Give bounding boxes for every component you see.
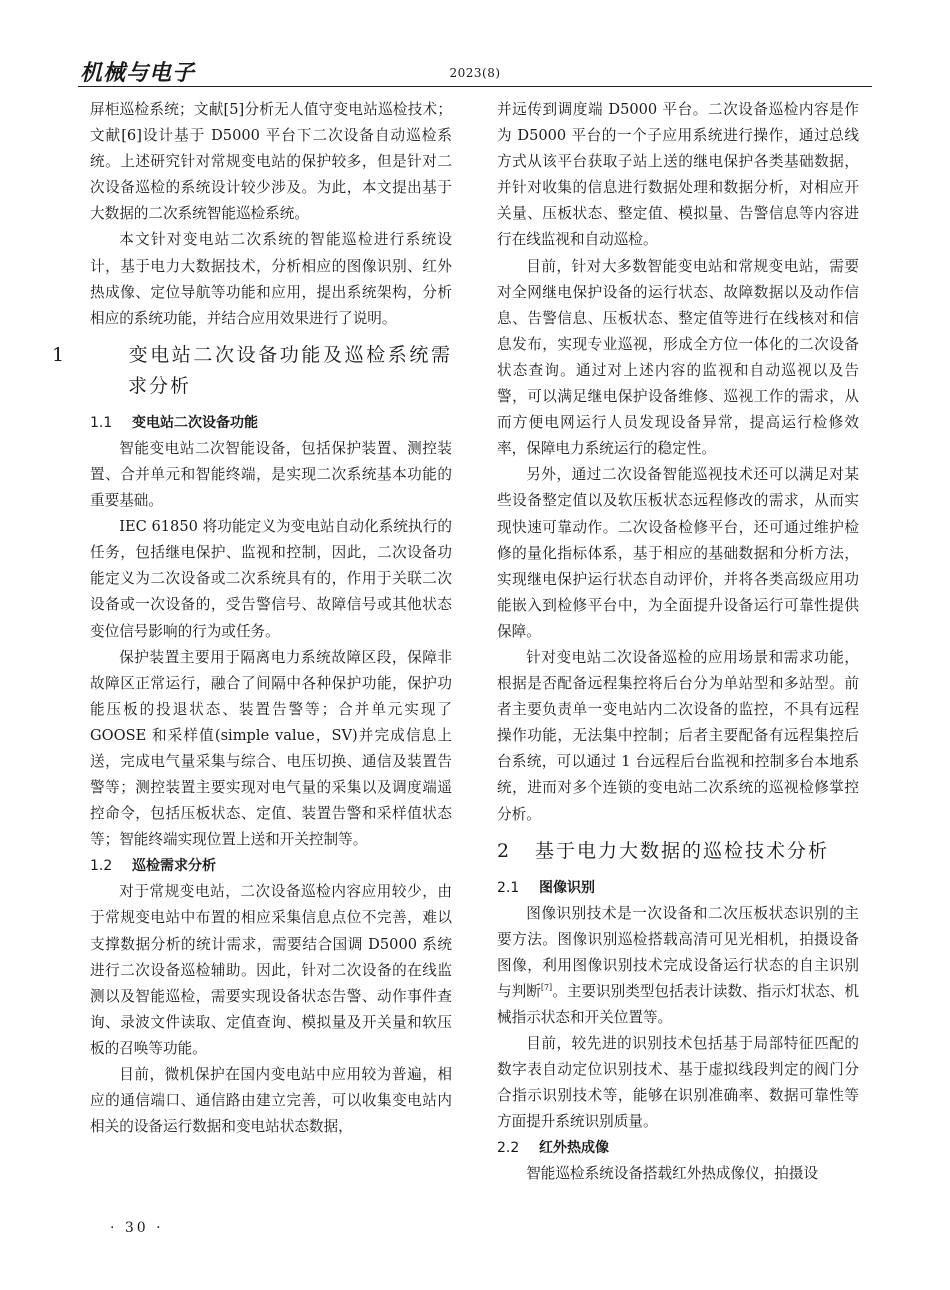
section-title: 基于电力大数据的巡检技术分析: [535, 839, 830, 862]
page-number: · 30 ·: [110, 1220, 164, 1236]
subsection-title: 巡检需求分析: [132, 858, 216, 875]
subsection-number: 1.1: [90, 414, 113, 431]
paragraph: 另外，通过二次设备智能巡视技术还可以满足对某些设备整定值以及软压板状态远程修改的需求，从而实现快速可靠动作。二次设备检修平台，还可通过维护检修的量化指标体系，基于相应的基础数据和分析方法，实现继电保护运行状态自动评价，并将各类高级应用功能嵌入到检修平台中，为全面提升设备运行可靠性提供保障。: [497, 466, 859, 640]
paragraph: 智能巡检系统设备搭载红外热成像仪，拍摄设: [526, 1165, 819, 1183]
paragraph: 本文针对变电站二次系统的智能巡检进行系统设计，基于电力大数据技术，分析相应的图像识别、红外热成像、定位导航等功能和应用，提出系统架构，分析相应的系统功能，并结合应用效果进行了说明。: [90, 231, 452, 327]
section-title: 变电站二次设备功能及巡检系统需求分析: [128, 343, 452, 397]
section-heading-1: [52, 340, 452, 402]
subsection-number: 2.1: [497, 879, 520, 896]
paragraph: 屏柜巡检系统；文献[5]分析无人值守变电站巡检技术；文献[6]设计基于 D5000 平台下二次设备自动巡检系统。上述研究针对常规变电站的保护较多，但是针对二次设备巡检的系统设计较少涉及。为此，本文提出基于大数据的二次系统智能巡检系统。: [90, 101, 452, 223]
paragraph: 对于常规变电站，二次设备巡检内容应用较少，由于常规变电站中布置的相应采集信息点位不完善，难以支撑数据分析的统计需求，需要结合国调 D5000 系统进行二次设备巡检辅助。因此，针对二次设备的在线监测以及智能巡检，需要实现设备状态告警、动作事件查询、录波文件读取、定值查询、模拟量及开关量和软压板的召唤等功能。: [90, 883, 452, 1057]
paragraph: 目前，较先进的识别技术包括基于局部特征匹配的数字表自动定位识别技术、基于虚拟线段判定的阀门分合指示识别技术等，能够在识别准确率、数据可靠性等方面提升系统识别质量。: [497, 1035, 859, 1131]
section-heading-2: [497, 836, 859, 867]
paragraph-text: 。主要识别类型包括表计读数、指示灯状态、机械指示状态和开关位置等。: [497, 982, 859, 1026]
citation-reference[interactable]: [7]: [540, 982, 553, 992]
paragraph: 针对变电站二次设备巡检的应用场景和需求功能，根据是否配备远程集控将后台分为单站型和多站型。前者主要负责单一变电站内二次设备的监控，不具有远程操作功能，无法集中控制；后者主要配备有远程集控后台系统，可以通过 1 台远程后台监视和控制多台本地系统，进而对多个连锁的变电站二次系统的巡视检修掌控分析。: [497, 648, 859, 823]
paragraph-text: 图像识别技术是一次设备和二次压板状态识别的主要方法。图像识别巡检搭载高清可见光相机，拍摄设备图像，利用图像识别技术完成设备运行状态的自主识别与判断: [497, 904, 859, 1000]
subsection-heading-1-2: [90, 853, 452, 879]
journal-logo: 机械与电子: [80, 60, 196, 86]
subsection-heading-1-1: [90, 410, 452, 436]
paragraph: 目前，针对大多数智能变电站和常规变电站，需要对全网继电保护设备的运行状态、故障数据以及动作信息、告警信息、压板状态、整定值等进行在线核对和信息发布，实现专业巡视，形成全方位一体化的二次设备状态查询。通过对上述内容的监视和自动巡视以及告警，可以满足继电保护设备维修、巡视工作的需求，从而方便电网运行人员发现设备异常，提高运行检修效率，保障电力系统运行的稳定性。: [497, 257, 859, 458]
paragraph: IEC 61850 将功能定义为变电站自动化系统执行的任务，包括继电保护、监视和控制，因此，二次设备功能定义为二次设备或二次系统具有的，作用于关联二次设备或一次设备的，受告警信号、故障信号或其他状态变位信号影响的行为或任务。: [90, 518, 452, 640]
subsection-number: 2.2: [497, 1140, 520, 1157]
issue-number: 2023(8): [449, 66, 501, 80]
subsection-title: 图像识别: [539, 879, 595, 896]
paragraph: [497, 901, 859, 1031]
paragraph: 保护装置主要用于隔离电力系统故障区段，保障非故障区正常运行，融合了间隔中各种保护功能，保护功能压板的投退状态、装置告警等；合并单元实现了 GOOSE 和采样值(simple value，SV)并完成信息上送，完成电气量采集与综合、电压切换、通信及装置告警等；测控装置主要实现对电气量的采集以及调度端遥控命令，包括压板状态、定值、装置告警和采样值状态等；智能终端实现位置上送和开关控制等。: [90, 648, 452, 849]
right-column: [497, 97, 859, 1188]
page-header: [78, 52, 872, 87]
paragraph: 并远传到调度端 D5000 平台。二次设备巡检内容是作为 D5000 平台的一个子应用系统进行操作，通过总线方式从该平台获取子站上送的继电保护各类基础数据，并针对收集的信息进行数据处理和数据分析，对相应开关量、压板状态、整定值、模拟量、告警信息等内容进行在线监视和自动巡检。: [497, 101, 859, 249]
paragraph: 目前，微机保护在国内变电站中应用较为普遍，相应的通信端口、通信路由建立完善，可以收集变电站内相关的设备运行数据和变电站状态数据，: [90, 1066, 452, 1136]
section-number: 2: [497, 839, 510, 862]
section-number: 1: [52, 343, 65, 366]
paragraph: 智能变电站二次智能设备，包括保护装置、测控装置、合并单元和智能终端，是实现二次系统基本功能的重要基础。: [90, 439, 452, 510]
subsection-title: 红外热成像: [539, 1140, 609, 1157]
subsection-heading-2-2: [497, 1135, 859, 1161]
subsection-number: 1.2: [90, 858, 113, 875]
subsection-title: 变电站二次设备功能: [132, 414, 258, 431]
left-column: [52, 97, 452, 1140]
subsection-heading-2-1: [497, 875, 859, 901]
